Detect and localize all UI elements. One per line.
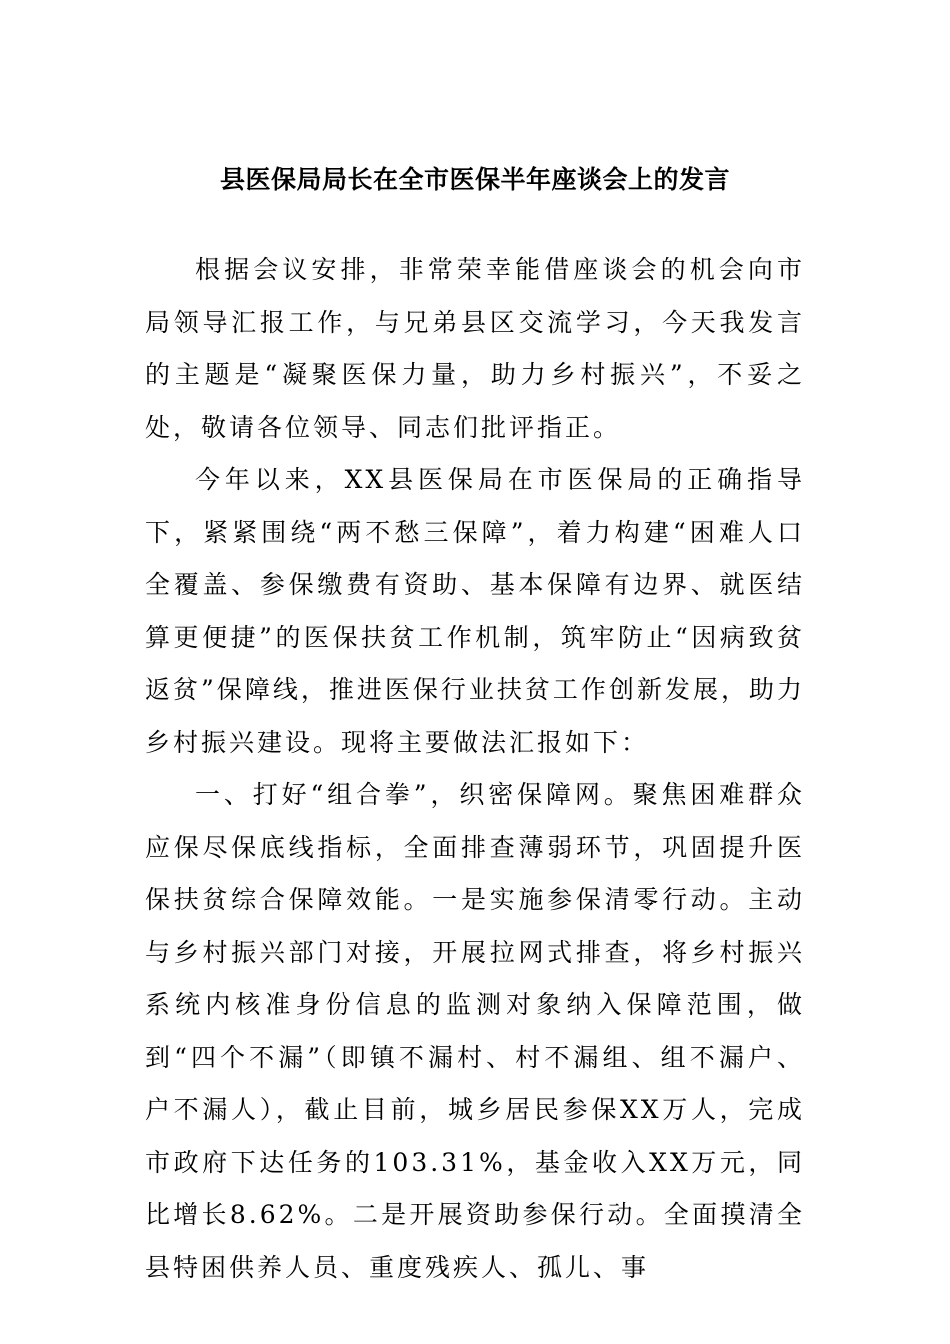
paragraph-intro: 根据会议安排，非常荣幸能借座谈会的机会向市局领导汇报工作，与兄弟县区交流学习，今天我发言的主题是“凝聚医保力量，助力乡村振兴”，不妥之处，敬请各位领导、同志们批评指正。 — [145, 255, 805, 442]
document-body — [145, 244, 805, 1294]
document-title: 县医保局局长在全市医保半年座谈会上的发言 — [219, 165, 730, 194]
paragraph-section-one: 一、打好“组合拳”，织密保障网。聚焦困难群众应保尽保底线指标，全面排查薄弱环节，巩固提升医保扶贫综合保障效能。一是实施参保清零行动。主动与乡村振兴部门对接，开展拉网式排查，将乡村振兴系统内核准身份信息的监测对象纳入保障范围，做到“四个不漏”（即镇不漏村、村不漏组、组不漏户、户不漏人），截止目前，城乡居民参保XX万人，完成市政府下达任务的103.31%，基金收入XX万元，同比增长8.62%。二是开展资助参保行动。全面摸清全县特困供养人员、重度残疾人、孤儿、事 — [145, 780, 805, 1282]
paragraph-overview: 今年以来，XX县医保局在市医保局的正确指导下，紧紧围绕“两不愁三保障”，着力构建“困难人口全覆盖、参保缴费有资助、基本保障有边界、就医结算更便捷”的医保扶贫工作机制，筑牢防止“因病致贫返贫”保障线，推进医保行业扶贫工作创新发展，助力乡村振兴建设。现将主要做法汇报如下： — [145, 465, 805, 757]
